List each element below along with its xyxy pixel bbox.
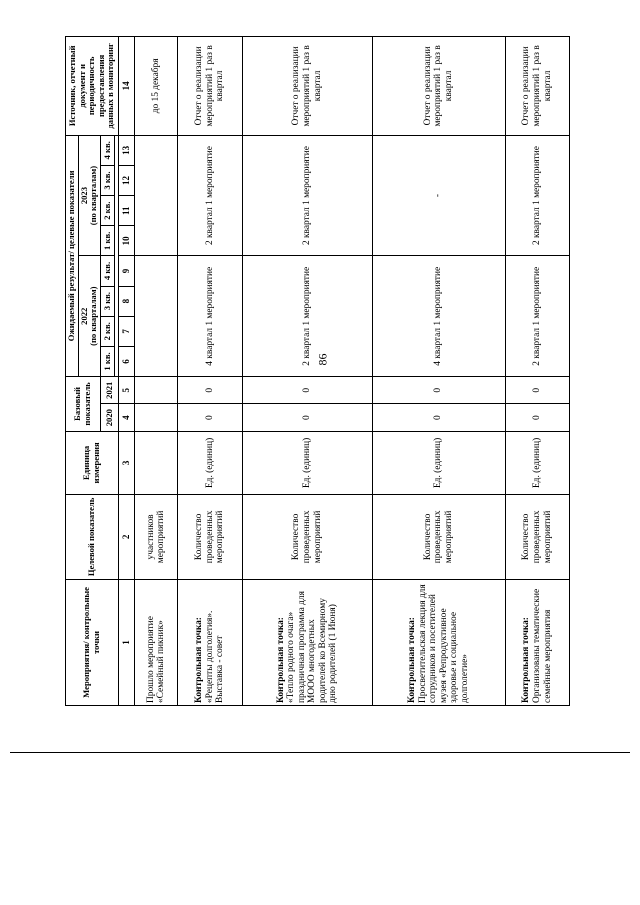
base-2020-cell: 0: [505, 404, 569, 431]
header-indicator: Целевой показатель: [66, 494, 119, 579]
col-number: 11: [118, 196, 134, 226]
base-2021-cell: 0: [242, 377, 372, 404]
table-row: [178, 37, 242, 706]
col-number: 4: [118, 404, 134, 431]
event-cell: Контрольная точка: «Тепло родного очага» праздничная программа для МООО многодетных родителей ко Всемирному дню родителей (1 Июня): [242, 579, 372, 705]
header-2022-q3: 3 кв.: [100, 286, 114, 316]
result-2023-cell: 2 квартал 1 мероприятие: [242, 135, 372, 256]
event-cell: Контрольная точка: Просветительская лекция для сотрудников и посетителей музея «Репродуктивное здоровье и социальное долголетие»: [372, 579, 505, 705]
table-row: [505, 37, 569, 706]
base-2021-cell: 0: [178, 377, 242, 404]
result-2023-cell: 2 квартал 1 мероприятие: [178, 135, 242, 256]
header-2022: 2022 (по кварталам): [78, 256, 100, 377]
col-number: 7: [118, 316, 134, 346]
unit-cell: Ед. (единиц): [372, 431, 505, 494]
header-2023-q2: 2 кв.: [100, 196, 114, 226]
unit-cell: Ед. (единиц): [242, 431, 372, 494]
table-row: [372, 37, 505, 706]
page-number: 86: [315, 353, 330, 366]
source-cell: до 15 декабря: [134, 37, 178, 136]
event-cell: Прошло мероприятие «Семейный пикник»: [134, 579, 178, 705]
event-title: Контрольная точка:: [194, 617, 205, 703]
header-unit: Единица измерения: [66, 431, 119, 494]
event-title: Контрольная точка:: [275, 617, 286, 703]
col-number: 6: [118, 346, 134, 376]
result-2023-cell: [134, 135, 178, 256]
col-number: 14: [118, 37, 134, 136]
header-source: Источник, отчетный документ и периодичность предоставления данных в мониторинг: [66, 37, 119, 136]
col-number: 10: [118, 226, 134, 256]
result-2022-cell: 2 квартал 1 мероприятие: [242, 256, 372, 377]
header-events: Мероприятия/ контрольные точки: [66, 579, 119, 705]
header-base: Базовый показатель: [66, 377, 101, 432]
header-2023-q4: 4 кв.: [100, 135, 114, 165]
page-divider: [10, 752, 630, 753]
table-rotated-container: [65, 36, 570, 706]
unit-cell: Ед. (единиц): [178, 431, 242, 494]
col-number: 3: [118, 431, 134, 494]
unit-cell: Ед. (единиц): [505, 431, 569, 494]
result-2023-cell: -: [372, 135, 505, 256]
result-2023-cell: 2 квартал 1 мероприятие: [505, 135, 569, 256]
indicator-cell: Количество проведенных мероприятий: [178, 494, 242, 579]
col-number: 1: [118, 579, 134, 705]
header-base-2021: 2021: [100, 377, 118, 404]
base-2020-cell: [134, 404, 178, 431]
result-2022-cell: 4 квартал 1 мероприятие: [372, 256, 505, 377]
base-2020-cell: 0: [242, 404, 372, 431]
source-cell: Отчет о реализации мероприятий 1 раз в квартал: [372, 37, 505, 136]
result-2022-cell: 2 квартал 1 мероприятие: [505, 256, 569, 377]
event-title: Контрольная точка:: [521, 617, 532, 703]
indicator-cell: Количество проведенных мероприятий: [372, 494, 505, 579]
event-title: Контрольная точка:: [407, 617, 418, 703]
indicator-cell: Количество проведенных мероприятий: [505, 494, 569, 579]
base-2020-cell: 0: [372, 404, 505, 431]
result-2022-cell: [134, 256, 178, 377]
source-cell: Отчет о реализации мероприятий 1 раз в квартал: [242, 37, 372, 136]
source-cell: Отчет о реализации мероприятий 1 раз в квартал: [178, 37, 242, 136]
col-number: 5: [118, 377, 134, 404]
monitoring-table: [65, 36, 570, 706]
event-cell: Контрольная точка: «Рецепты долголетия». Выставка - совет: [178, 579, 242, 705]
indicator-cell: участников мероприятий: [134, 494, 178, 579]
header-2023-q1: 1 кв.: [100, 226, 114, 256]
header-2022-q4: 4 кв.: [100, 256, 114, 286]
base-2021-cell: [134, 377, 178, 404]
table-row: [242, 37, 372, 706]
header-2023-q3: 3 кв.: [100, 165, 114, 195]
result-2022-cell: 4 квартал 1 мероприятие: [178, 256, 242, 377]
col-number: 8: [118, 286, 134, 316]
col-number: 9: [118, 256, 134, 286]
base-2020-cell: 0: [178, 404, 242, 431]
base-2021-cell: 0: [505, 377, 569, 404]
header-expected: Ожидаемый результат/ целевые показатели: [66, 135, 79, 376]
base-2021-cell: 0: [372, 377, 505, 404]
event-cell: Контрольная точка: Организованы тематические семейные мероприятия: [505, 579, 569, 705]
col-number: 12: [118, 165, 134, 195]
table-row: [134, 37, 178, 706]
unit-cell: [134, 431, 178, 494]
col-number: 13: [118, 135, 134, 165]
indicator-cell: Количество проведенных мероприятий: [242, 494, 372, 579]
header-2022-q2: 2 кв.: [100, 316, 114, 346]
header-base-2020: 2020: [100, 404, 118, 431]
header-2023: 2023 (по кварталам): [78, 135, 100, 256]
source-cell: Отчет о реализации мероприятий 1 раз в квартал: [505, 37, 569, 136]
header-2022-q1: 1 кв.: [100, 346, 114, 376]
col-number: 2: [118, 494, 134, 579]
